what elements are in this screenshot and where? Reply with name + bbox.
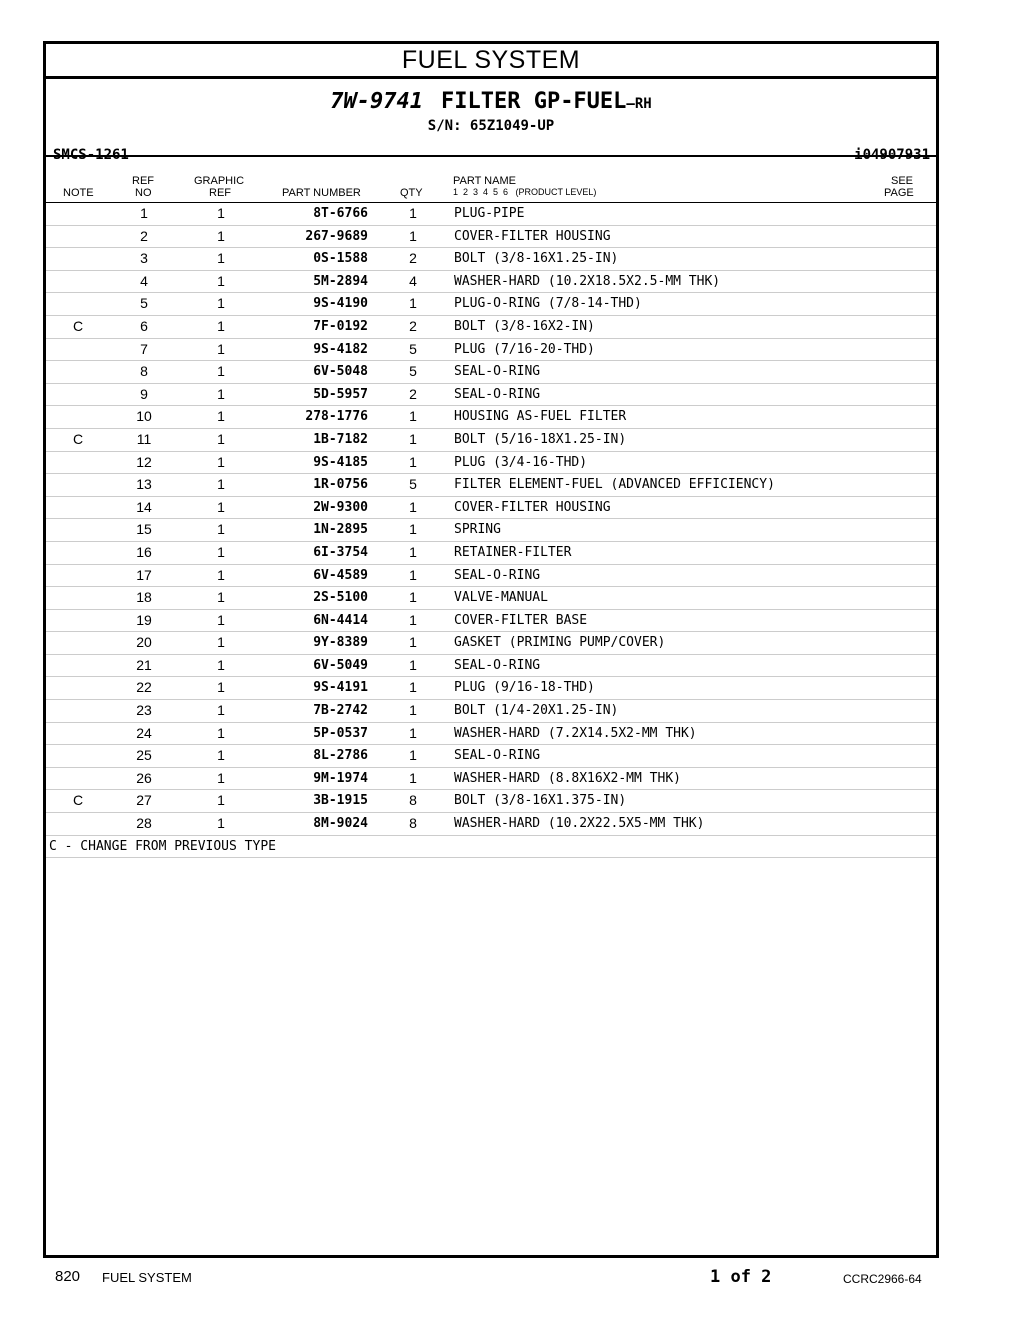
ref-no-cell: 10 <box>136 408 152 425</box>
ref-no-cell: 11 <box>136 430 152 447</box>
part-number-cell: 8L-2786 <box>313 748 368 764</box>
table-row <box>46 203 936 226</box>
qty-cell: 1 <box>409 656 417 673</box>
graphic-ref-cell: 1 <box>217 747 225 764</box>
part-number-cell: 3B-1915 <box>313 793 368 809</box>
table-row <box>46 429 936 452</box>
graphic-ref-cell: 1 <box>217 566 225 583</box>
ref-no-cell: 2 <box>140 227 148 244</box>
part-name-cell: PLUG (7/16-20-THD) <box>454 341 595 357</box>
part-name-cell: GASKET (PRIMING PUMP/COVER) <box>454 635 666 651</box>
col-ref-top: REF <box>132 175 154 187</box>
part-number-cell: 1R-0756 <box>313 477 368 493</box>
part-number-cell: 9S-4191 <box>313 680 368 696</box>
graphic-ref-cell: 1 <box>217 430 225 447</box>
graphic-ref-cell: 1 <box>217 227 225 244</box>
note-cell: C <box>72 792 84 809</box>
ref-no-cell: 5 <box>140 295 148 312</box>
table-row <box>46 745 936 768</box>
qty-cell: 8 <box>409 792 417 809</box>
heading-main <box>46 89 936 117</box>
graphic-ref-cell: 1 <box>217 769 225 786</box>
qty-cell: 1 <box>409 498 417 515</box>
ref-no-cell: 6 <box>140 317 148 334</box>
note-cell: C <box>72 317 84 334</box>
qty-cell: 1 <box>409 702 417 719</box>
part-number-cell: 9S-4182 <box>313 341 368 357</box>
col-see-top: SEE <box>891 175 914 187</box>
part-number-cell: 8M-9024 <box>313 816 368 832</box>
table-row <box>46 474 936 497</box>
part-number-cell: 8T-6766 <box>313 206 368 221</box>
ref-no-cell: 1 <box>140 205 148 221</box>
qty-cell: 2 <box>409 385 417 402</box>
part-name-cell: BOLT (5/16-18X1.25-IN) <box>454 431 627 447</box>
graphic-ref-cell: 1 <box>217 792 225 809</box>
table-row <box>46 271 936 294</box>
ref-no-cell: 19 <box>136 611 152 628</box>
footer-page-of: 1 of 2 <box>710 1267 772 1287</box>
table-row <box>46 316 936 339</box>
qty-cell: 1 <box>409 227 417 244</box>
part-name-cell: SEAL-O-RING <box>454 657 541 673</box>
part-number-cell: 6N-4414 <box>313 612 368 628</box>
table-row <box>46 452 936 475</box>
table-row <box>46 497 936 520</box>
ref-no-cell: 13 <box>136 476 152 493</box>
qty-cell: 1 <box>409 634 417 651</box>
part-number-cell: 2S-5100 <box>313 590 368 606</box>
part-name-cell: SPRING <box>454 522 501 538</box>
note-cell: C <box>72 430 84 447</box>
table-row <box>46 723 936 746</box>
table-row <box>46 226 936 249</box>
qty-cell: 1 <box>409 589 417 606</box>
table-row <box>46 519 936 542</box>
part-name-cell: PLUG (9/16-18-THD) <box>454 680 595 696</box>
part-name-cell: SEAL-O-RING <box>454 364 541 380</box>
col-graphic-top: GRAPHIC <box>194 175 245 187</box>
part-name-cell: PLUG-O-RING (7/8-14-THD) <box>454 296 642 312</box>
qty-cell: 5 <box>409 363 417 380</box>
graphic-ref-cell: 1 <box>217 295 225 312</box>
col-ref-bottom: NO <box>135 187 152 199</box>
table-row <box>46 813 936 836</box>
col-part-number: PART NUMBER <box>282 187 361 199</box>
ref-no-cell: 22 <box>136 679 152 696</box>
part-number-cell: 9S-4185 <box>313 454 368 470</box>
qty-cell: 1 <box>409 521 417 538</box>
part-number-cell: 6V-4589 <box>313 567 368 583</box>
part-number-cell: 6I-3754 <box>313 544 368 560</box>
col-graphic-bottom: REF <box>209 187 231 199</box>
ref-no-cell: 8 <box>140 363 148 380</box>
part-number-cell: 1B-7182 <box>313 431 368 447</box>
table-row <box>46 565 936 588</box>
part-name-cell: SEAL-O-RING <box>454 567 541 583</box>
ref-no-cell: 26 <box>136 769 152 786</box>
col-qty: QTY <box>400 187 423 199</box>
part-number-cell: 2W-9300 <box>313 499 368 515</box>
part-number-cell: 7F-0192 <box>313 318 368 334</box>
graphic-ref-cell: 1 <box>217 656 225 673</box>
graphic-ref-cell: 1 <box>217 702 225 719</box>
qty-cell: 5 <box>409 340 417 357</box>
qty-cell: 1 <box>409 747 417 764</box>
graphic-ref-cell: 1 <box>217 340 225 357</box>
section-title: FUEL SYSTEM <box>46 44 936 79</box>
part-number-cell: 9Y-8389 <box>313 635 368 651</box>
ref-no-cell: 17 <box>136 566 152 583</box>
part-heading <box>46 79 936 163</box>
graphic-ref-cell: 1 <box>217 815 225 832</box>
graphic-ref-cell: 1 <box>217 317 225 334</box>
ref-no-cell: 12 <box>136 453 152 470</box>
part-name-cell: WASHER-HARD (8.8X16X2-MM THK) <box>454 770 681 786</box>
ref-no-cell: 4 <box>140 272 148 289</box>
part-name-cell: BOLT (1/4-20X1.25-IN) <box>454 703 619 719</box>
table-row <box>46 384 936 407</box>
ref-no-cell: 28 <box>136 815 152 832</box>
smcs-code: SMCS-1261 <box>53 147 129 163</box>
graphic-ref-cell: 1 <box>217 498 225 515</box>
ref-no-cell: 27 <box>136 792 152 809</box>
part-name-cell: WASHER-HARD (10.2X18.5X2.5-MM THK) <box>454 273 721 289</box>
qty-cell: 2 <box>409 250 417 267</box>
table-row <box>46 248 936 271</box>
ref-no-cell: 23 <box>136 702 152 719</box>
graphic-ref-cell: 1 <box>217 589 225 606</box>
part-name-cell: COVER-FILTER HOUSING <box>454 499 611 515</box>
part-name-cell: BOLT (3/8-16X2-IN) <box>454 318 595 334</box>
part-name-cell: BOLT (3/8-16X1.25-IN) <box>454 251 619 267</box>
part-number-cell: 267-9689 <box>305 228 368 244</box>
qty-cell: 1 <box>409 453 417 470</box>
ref-no-cell: 7 <box>140 340 148 357</box>
graphic-ref-cell: 1 <box>217 611 225 628</box>
qty-cell: 1 <box>409 724 417 741</box>
graphic-ref-cell: 1 <box>217 408 225 425</box>
table-row <box>46 339 936 362</box>
qty-cell: 5 <box>409 476 417 493</box>
graphic-ref-cell: 1 <box>217 476 225 493</box>
table-row <box>46 700 936 723</box>
serial-range: S/N: 65Z1049-UP <box>427 118 555 134</box>
qty-cell: 1 <box>409 408 417 425</box>
graphic-ref-cell: 1 <box>217 272 225 289</box>
group-name: FILTER GP-FUEL <box>440 89 627 114</box>
qty-cell: 2 <box>409 317 417 334</box>
part-name-cell: WASHER-HARD (7.2X14.5X2-MM THK) <box>454 725 697 741</box>
qty-cell: 1 <box>409 566 417 583</box>
footnote: C - CHANGE FROM PREVIOUS TYPE <box>46 836 936 858</box>
qty-cell: 4 <box>409 272 417 289</box>
part-number-cell: 278-1776 <box>305 409 368 425</box>
footer-section: FUEL SYSTEM <box>102 1270 192 1285</box>
part-name-cell: HOUSING AS-FUEL FILTER <box>454 409 627 425</box>
part-name-cell: RETAINER-FILTER <box>454 544 572 560</box>
col-note: NOTE <box>63 187 94 199</box>
ref-no-cell: 20 <box>136 634 152 651</box>
part-number-cell: 7B-2742 <box>313 703 368 719</box>
graphic-ref-cell: 1 <box>217 250 225 267</box>
footer-code: CCRC2966-64 <box>843 1272 922 1286</box>
qty-cell: 1 <box>409 611 417 628</box>
part-name-cell: SEAL-O-RING <box>454 748 541 764</box>
graphic-ref-cell: 1 <box>217 521 225 538</box>
ref-no-cell: 9 <box>140 385 148 402</box>
ref-no-cell: 18 <box>136 589 152 606</box>
part-number-cell: 5P-0537 <box>313 725 368 741</box>
part-number-cell: 6V-5049 <box>313 657 368 673</box>
ref-no-cell: 14 <box>136 498 152 515</box>
group-side: —RH <box>626 96 652 112</box>
qty-cell: 1 <box>409 430 417 447</box>
table-row <box>46 632 936 655</box>
part-name-cell: COVER-FILTER HOUSING <box>454 228 611 244</box>
part-number-cell: 0S-1588 <box>313 251 368 267</box>
table-row <box>46 293 936 316</box>
qty-cell: 1 <box>409 205 417 221</box>
part-number-cell: 9S-4190 <box>313 296 368 312</box>
footer-page-number: 820 <box>55 1268 81 1285</box>
graphic-ref-cell: 1 <box>217 543 225 560</box>
table-row <box>46 587 936 610</box>
table-row <box>46 655 936 678</box>
part-name-cell: WASHER-HARD (10.2X22.5X5-MM THK) <box>454 816 705 832</box>
part-name-cell: COVER-FILTER BASE <box>454 612 588 628</box>
part-name-cell: FILTER ELEMENT-FUEL (ADVANCED EFFICIENCY) <box>454 477 775 493</box>
graphic-ref-cell: 1 <box>217 724 225 741</box>
part-name-cell: PLUG-PIPE <box>454 206 525 221</box>
col-part-name: PART NAME <box>453 175 516 187</box>
part-name-cell: PLUG (3/4-16-THD) <box>454 454 588 470</box>
table-row <box>46 677 936 700</box>
col-see-bottom: PAGE <box>884 187 914 199</box>
graphic-ref-cell: 1 <box>217 679 225 696</box>
parts-table <box>46 203 936 836</box>
page-footer <box>0 1268 1020 1292</box>
table-row <box>46 542 936 565</box>
part-number-cell: 1N-2895 <box>313 522 368 538</box>
ref-no-cell: 21 <box>136 656 152 673</box>
table-row <box>46 790 936 813</box>
table-row <box>46 768 936 791</box>
document-ident: i04907931 <box>854 147 930 163</box>
ref-no-cell: 3 <box>140 250 148 267</box>
qty-cell: 1 <box>409 295 417 312</box>
qty-cell: 1 <box>409 679 417 696</box>
ref-no-cell: 24 <box>136 724 152 741</box>
part-name-cell: BOLT (3/8-16X1.375-IN) <box>454 793 627 809</box>
part-name-cell: VALVE-MANUAL <box>454 590 548 606</box>
qty-cell: 1 <box>409 543 417 560</box>
table-row <box>46 610 936 633</box>
part-number-cell: 5D-5957 <box>313 386 368 402</box>
qty-cell: 8 <box>409 815 417 832</box>
part-number-cell: 9M-1974 <box>313 770 368 786</box>
table-row <box>46 361 936 384</box>
graphic-ref-cell: 1 <box>217 205 225 221</box>
document-frame <box>43 41 939 1258</box>
ref-no-cell: 15 <box>136 521 152 538</box>
ref-no-cell: 16 <box>136 543 152 560</box>
ref-no-cell: 25 <box>136 747 152 764</box>
part-name-cell: SEAL-O-RING <box>454 386 541 402</box>
column-headers <box>46 157 936 203</box>
part-number-cell: 5M-2894 <box>313 273 368 289</box>
graphic-ref-cell: 1 <box>217 385 225 402</box>
graphic-ref-cell: 1 <box>217 363 225 380</box>
col-product-level: 1 2 3 4 5 6 (PRODUCT LEVEL) <box>453 187 597 197</box>
part-number-cell: 6V-5048 <box>313 364 368 380</box>
group-part-number: 7W-9741 <box>330 89 423 114</box>
graphic-ref-cell: 1 <box>217 634 225 651</box>
table-row <box>46 406 936 429</box>
graphic-ref-cell: 1 <box>217 453 225 470</box>
qty-cell: 1 <box>409 769 417 786</box>
